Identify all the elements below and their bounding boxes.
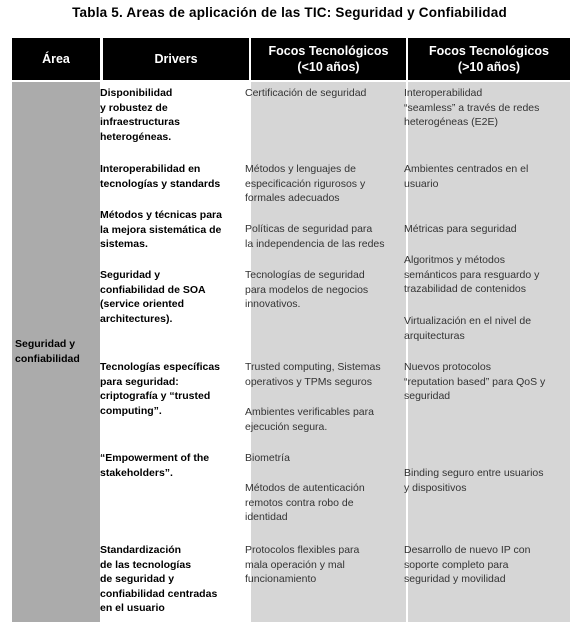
focos-corto-cell: Políticas de seguridad para la independencia de las redes — [245, 223, 385, 250]
driver-cell: Seguridad y confiabilidad de SOA (service oriented architectures). — [100, 269, 206, 325]
driver-cell: “Empowerment of the stakeholders”. — [100, 452, 210, 479]
header-focos-largo-line2: (>10 años) — [457, 60, 521, 74]
focos-corto-cell: Ambientes verificables para ejecución segura. — [245, 406, 374, 433]
header-focos-corto-line2: (<10 años) — [297, 60, 360, 74]
focos-largo-cell: Desarrollo de nuevo IP con soporte completo para seguridad y movilidad — [404, 544, 531, 585]
area-cell: Seguridad y confiabilidad — [15, 338, 80, 365]
focos-largo-cell: Ambientes centrados en el usuario — [404, 163, 529, 190]
focos-corto-cell: Trusted computing, Sistemas operativos y TPMs seguros — [245, 361, 381, 388]
table-title: Tabla 5. Areas de aplicación de las TIC: Seguridad y Confiabilidad — [72, 5, 507, 20]
focos-largo-cell: Métricas para seguridad — [404, 223, 517, 235]
header-area-label: Área — [42, 52, 70, 66]
focos-corto-cell: Métodos y lenguajes de especificación rigurosos y formales adecuados — [245, 163, 366, 204]
focos-largo-cell: Nuevos protocolos “reputation based” para QoS y seguridad — [404, 361, 546, 402]
focos-largo-cell: Virtualización en el nivel de arquitecturas — [404, 315, 532, 342]
driver-cell: Métodos y técnicas para la mejora sistemática de sistemas. — [100, 209, 222, 250]
focos-corto-cell: Protocolos flexibles para mala operación y mal funcionamiento — [245, 544, 360, 585]
header-drivers — [103, 38, 249, 80]
header-focos-largo-line1: Focos Tecnológicos — [429, 44, 549, 58]
focos-corto-cell: Métodos de autenticación remotos contra robo de identidad — [245, 482, 365, 523]
header-area — [12, 38, 100, 80]
driver-cell: Disponibilidad y robustez de infraestructuras heterogéneas. — [100, 87, 180, 143]
focos-largo-cell: Interoperabilidad “seamless” a través de redes heterogéneas (E2E) — [404, 87, 540, 128]
driver-cell: Standardización de las tecnologías de seguridad y confiabilidad centradas en el usuario — [100, 544, 218, 614]
focos-largo-cell: Algoritmos y métodos semánticos para resguardo y trazabilidad de contenidos — [404, 254, 540, 295]
driver-cell: Interoperabilidad en tecnologías y standards — [100, 163, 221, 190]
focos-largo-cell: Binding seguro entre usuarios y dispositivos — [404, 467, 544, 494]
header-focos-corto-line1: Focos Tecnológicos — [268, 44, 389, 58]
driver-cell: Tecnologías específicas para seguridad: criptografía y “trusted computing”. — [100, 361, 221, 417]
header-drivers-label: Drivers — [154, 52, 198, 66]
header-focos-largo — [408, 38, 570, 80]
header-focos-corto — [251, 38, 406, 80]
focos-corto-cell: Tecnologías de seguridad para modelos de negocios innovativos. — [245, 269, 369, 310]
focos-corto-cell: Biometría — [245, 452, 290, 464]
focos-corto-cell: Certificación de seguridad — [245, 87, 367, 99]
